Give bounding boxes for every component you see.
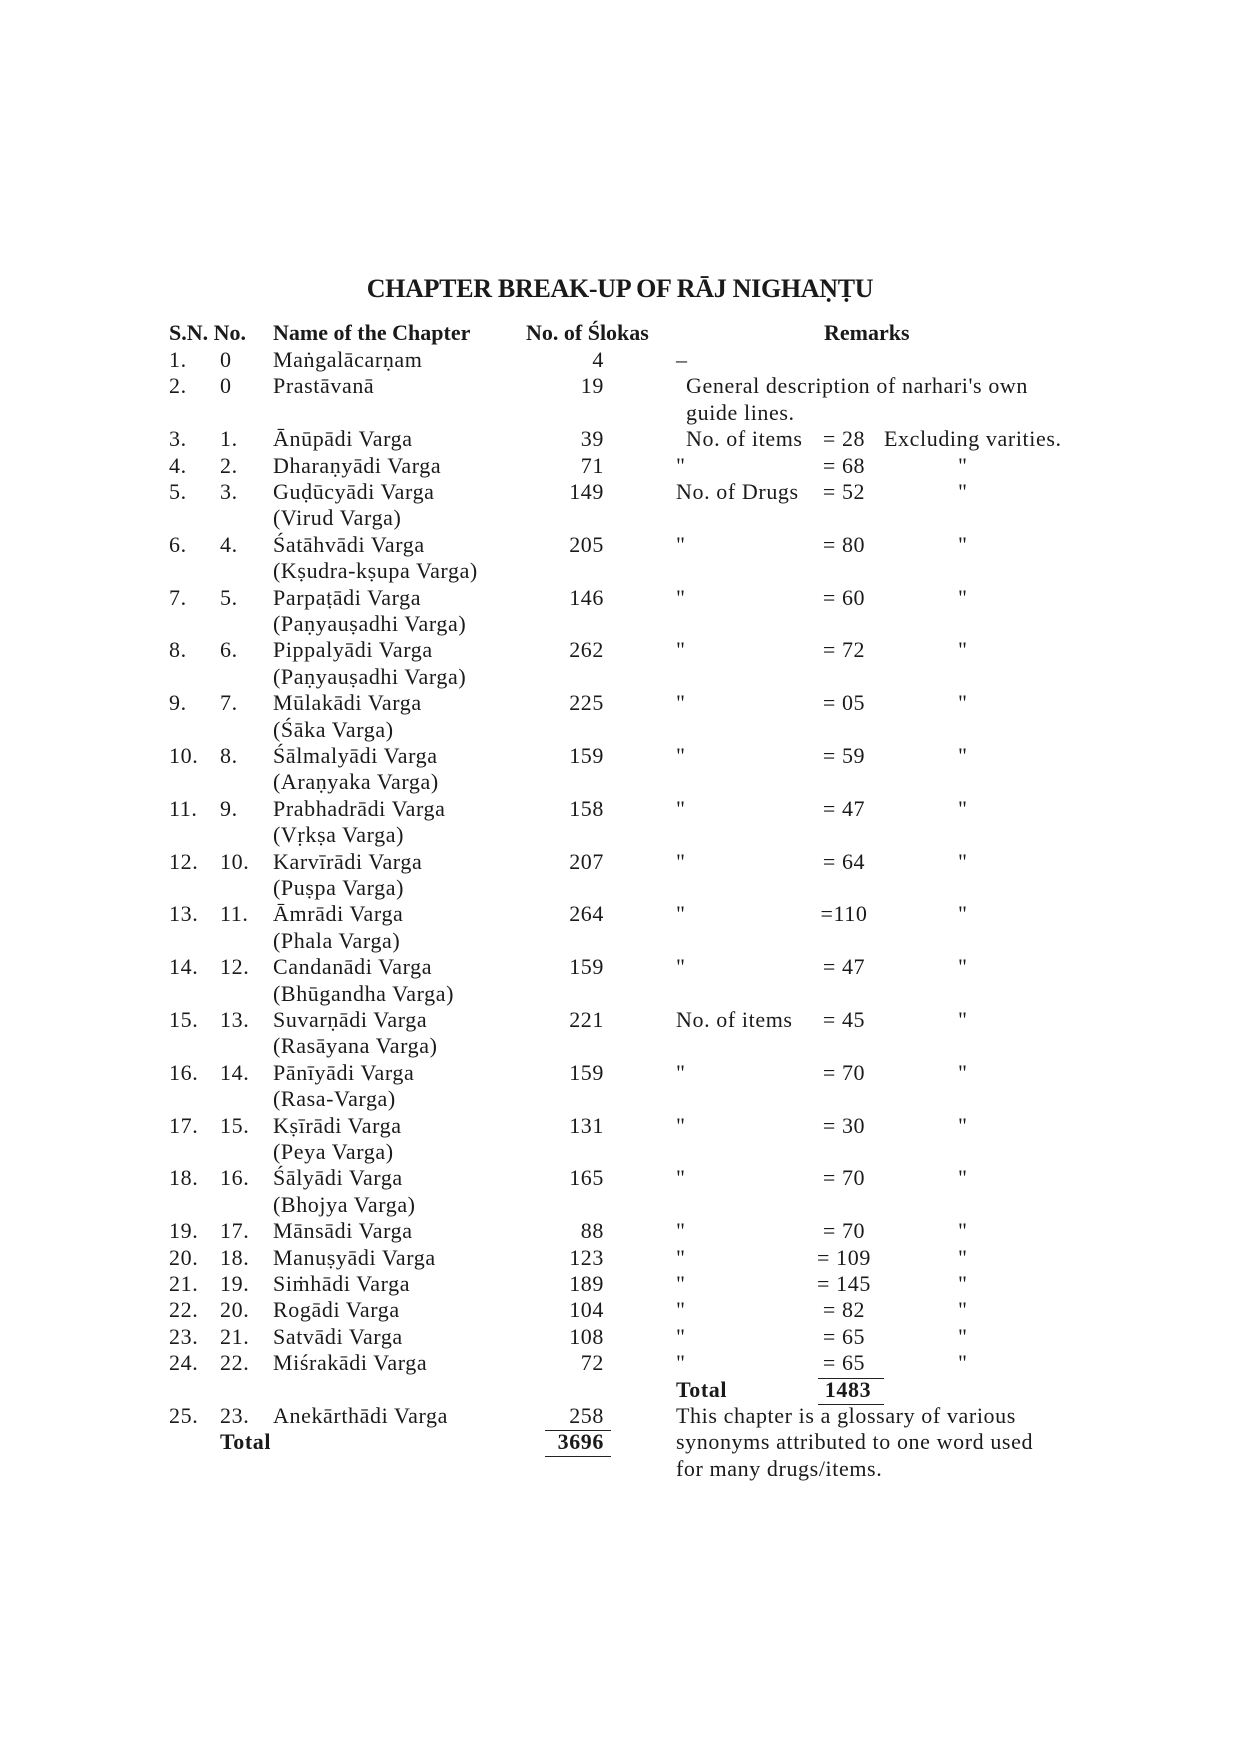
- remark-label: ": [676, 848, 686, 874]
- glossary-note-line: for many drugs/items.: [676, 1455, 883, 1481]
- remark-note: ": [958, 901, 968, 927]
- table-row: [0, 954, 1240, 1006]
- sloka-count: 189: [569, 1271, 604, 1296]
- chapter-number: 13.: [220, 1007, 250, 1032]
- remark-note: ": [958, 690, 968, 716]
- sloka-count: 108: [569, 1323, 604, 1349]
- chapter-number: 18.: [220, 1244, 250, 1270]
- sloka-count: 4: [592, 347, 604, 372]
- sloka-count: 165: [569, 1165, 604, 1191]
- chapter-number: 0: [220, 373, 232, 399]
- table-row: [0, 584, 1240, 636]
- serial-number: 20.: [169, 1244, 199, 1270]
- serial-number: 22.: [169, 1297, 199, 1323]
- remark-label: General description of narhari's own: [686, 373, 1029, 399]
- table-row: [0, 848, 1240, 900]
- chapter-alt-name: (Paṇyauṣadhi Varga): [273, 663, 467, 689]
- glossary-note-line: synonyms attributed to one word used: [676, 1429, 1034, 1455]
- chapter-name: Maṅgalācarṇam: [273, 347, 423, 372]
- remark-label: ": [676, 901, 686, 927]
- chapter-number: 3.: [220, 479, 238, 504]
- remark-note: ": [958, 637, 968, 663]
- sloka-count: 131: [569, 1112, 604, 1138]
- chapter-number: 4.: [220, 531, 238, 557]
- remark-note: ": [958, 795, 968, 821]
- remark-note: ": [958, 1059, 968, 1085]
- remark-note: ": [958, 584, 968, 610]
- chapter-number: 10.: [220, 848, 250, 874]
- chapter-alt-name: (Phala Varga): [273, 927, 401, 953]
- table-row: [0, 479, 1240, 531]
- grand-total-rule-top: [545, 1430, 611, 1431]
- chapter-name: Śālyādi Varga: [273, 1165, 403, 1191]
- remark-value: = 65: [822, 1323, 866, 1349]
- chapter-alt-name: (Paṇyauṣadhi Varga): [273, 610, 467, 636]
- remark-note: ": [958, 1112, 968, 1138]
- remark-value: = 70: [822, 1218, 866, 1244]
- chapter-name: Siṁhādi Varga: [273, 1271, 411, 1296]
- remark-note: ": [958, 452, 968, 478]
- remark-value: = 72: [822, 637, 866, 663]
- remark-note: ": [958, 1218, 968, 1244]
- chapter-name: Prastāvanā: [273, 373, 375, 399]
- remark-note: ": [958, 743, 968, 768]
- chapter-alt-name: (Śāka Varga): [273, 716, 394, 742]
- chapter-number: 2.: [220, 452, 238, 478]
- remark-label: ": [676, 795, 686, 821]
- remark-value: = 05: [822, 690, 866, 716]
- remark-value: = 52: [822, 479, 866, 504]
- serial-number: 18.: [169, 1165, 199, 1191]
- remark-value: = 65: [822, 1350, 866, 1376]
- chapter-name: Mūlakādi Varga: [273, 690, 422, 716]
- chapter-number: 19.: [220, 1271, 250, 1296]
- remark-label: ": [676, 1244, 686, 1270]
- table-row: [0, 531, 1240, 584]
- chapter-number: 9.: [220, 795, 238, 821]
- sloka-count: 158: [569, 795, 604, 821]
- remark-label: ": [676, 584, 686, 610]
- remark-value: =110: [820, 901, 868, 927]
- serial-number: 1.: [169, 347, 187, 372]
- table-row: [0, 690, 1240, 742]
- remark-value: = 30: [822, 1112, 866, 1138]
- grand-total-rule-bottom: [545, 1456, 611, 1457]
- page-title: CHAPTER BREAK-UP OF RĀJ NIGHAṆṬU: [366, 274, 874, 303]
- remark-note: ": [958, 1244, 968, 1270]
- table-row: [0, 1059, 1240, 1112]
- chapter-number: 22.: [220, 1350, 250, 1376]
- grand-total-row: [0, 1429, 1240, 1455]
- remark-note: ": [958, 1297, 968, 1323]
- remark-label: ": [676, 1218, 686, 1244]
- remark-value: = 60: [822, 584, 866, 610]
- table-row: [0, 1271, 1240, 1297]
- table-row: [0, 373, 1240, 425]
- remark-label: ": [676, 690, 686, 716]
- serial-number: 7.: [169, 584, 187, 610]
- table-row: [0, 426, 1240, 452]
- remark-value: = 59: [822, 743, 866, 768]
- remark-value: = 109: [817, 1244, 871, 1270]
- header-chapter-name: Name of the Chapter: [273, 320, 471, 345]
- remark-note: Excluding varities.: [884, 426, 1062, 452]
- sloka-count: 104: [569, 1297, 604, 1323]
- chapter-number: 14.: [220, 1059, 250, 1085]
- chapter-alt-name: (Kṣudra-kṣupa Varga): [273, 558, 478, 584]
- table-row: [0, 1350, 1240, 1376]
- sloka-count: 149: [569, 479, 604, 504]
- chapter-number: 20.: [220, 1297, 250, 1323]
- chapter-alt-name: (Bhūgandha Varga): [273, 980, 455, 1006]
- table-row: [0, 1165, 1240, 1217]
- remark-label: ": [676, 1350, 686, 1376]
- chapter-number: 23.: [220, 1403, 250, 1428]
- remark-label: No. of items: [686, 426, 803, 452]
- sloka-count: 258: [569, 1403, 604, 1428]
- remark-value: = 145: [817, 1271, 871, 1296]
- remark-note: ": [958, 479, 968, 504]
- serial-number: 23.: [169, 1323, 199, 1349]
- table-row: [0, 1112, 1240, 1164]
- sloka-count: 159: [569, 954, 604, 980]
- header-sn-no: S.N. No.: [169, 320, 247, 345]
- sloka-count: 159: [569, 743, 604, 768]
- remark-label: No. of items: [676, 1007, 793, 1032]
- chapter-name: Rogādi Varga: [273, 1297, 400, 1323]
- remark-label: ": [676, 954, 686, 980]
- sloka-count: 262: [569, 637, 604, 663]
- remark-note: ": [958, 1350, 968, 1376]
- chapter-name: Pippalyādi Varga: [273, 637, 433, 663]
- remark-note: ": [958, 531, 968, 557]
- chapter-alt-name: (Virud Varga): [273, 505, 402, 531]
- remark-label: –: [676, 347, 688, 372]
- remark-value: = 45: [822, 1007, 866, 1032]
- remarks-total-value: 1483: [824, 1376, 872, 1402]
- chapter-alt-name: (Araṇyaka Varga): [273, 769, 439, 795]
- chapter-name: Candanādi Varga: [273, 954, 433, 980]
- chapter-name: Kṣīrādi Varga: [273, 1112, 402, 1138]
- table-row: [0, 1297, 1240, 1323]
- sloka-count: 88: [580, 1218, 604, 1244]
- remark-note: ": [958, 1323, 968, 1349]
- remark-label: ": [676, 637, 686, 663]
- serial-number: 24.: [169, 1350, 199, 1376]
- table-row: [0, 795, 1240, 848]
- chapter-number: 16.: [220, 1165, 250, 1191]
- sloka-count: 264: [569, 901, 604, 927]
- remark-value: = 47: [822, 795, 866, 821]
- sloka-count: 205: [569, 531, 604, 557]
- serial-number: 13.: [169, 901, 199, 927]
- table-row: [0, 901, 1240, 953]
- sloka-count: 146: [569, 584, 604, 610]
- remarks-total-row: [0, 1377, 1240, 1403]
- remark-label: No. of Drugs: [676, 479, 799, 504]
- chapter-name: Suvarṇādi Varga: [273, 1007, 428, 1032]
- sloka-count: 71: [580, 452, 604, 478]
- table-row: [0, 1007, 1240, 1059]
- remark-value: = 70: [822, 1059, 866, 1085]
- chapter-alt-name: (Bhojya Varga): [273, 1191, 416, 1217]
- chapter-alt-name: (Peya Varga): [273, 1138, 394, 1164]
- chapter-number: 7.: [220, 690, 238, 716]
- header-slokas: No. of Ślokas: [526, 320, 649, 345]
- chapter-alt-name: (Rasa-Varga): [273, 1086, 396, 1112]
- remark-value: = 28: [822, 426, 866, 452]
- chapter-number: 15.: [220, 1112, 250, 1138]
- remark-label: ": [676, 1112, 686, 1138]
- chapter-number: 1.: [220, 426, 238, 452]
- sloka-count: 221: [569, 1007, 604, 1032]
- remark-note: ": [958, 954, 968, 980]
- remarks-total-rule-top: [818, 1378, 884, 1379]
- chapter-name: Āmrādi Varga: [273, 901, 404, 927]
- remark-label: ": [676, 743, 686, 768]
- remark-label: ": [676, 1165, 686, 1191]
- remark-label: ": [676, 531, 686, 557]
- serial-number: 17.: [169, 1112, 199, 1138]
- grand-total-value: 3696: [557, 1429, 604, 1455]
- remark-label: ": [676, 1297, 686, 1323]
- chapter-number: 11.: [220, 901, 249, 927]
- chapter-name: Manuṣyādi Varga: [273, 1244, 436, 1270]
- remark-label: ": [676, 1323, 686, 1349]
- chapter-name: Karvīrādi Varga: [273, 848, 423, 874]
- chapter-name: Anekārthādi Varga: [273, 1403, 448, 1428]
- sloka-count: 19: [580, 373, 604, 399]
- remark-value: = 82: [822, 1297, 866, 1323]
- sloka-count: 72: [580, 1350, 604, 1376]
- table-row: [0, 1403, 1240, 1429]
- remarks-total-rule-bottom: [818, 1404, 884, 1405]
- chapter-name: Prabhadrādi Varga: [273, 795, 446, 821]
- remark-label: ": [676, 1271, 686, 1296]
- sloka-count: 159: [569, 1059, 604, 1085]
- serial-number: 25.: [169, 1403, 199, 1428]
- serial-number: 5.: [169, 479, 187, 504]
- remark-value: = 47: [822, 954, 866, 980]
- grand-total-label: Total: [220, 1429, 272, 1455]
- glossary-note-line: This chapter is a glossary of various: [676, 1403, 1016, 1428]
- sloka-count: 39: [580, 426, 604, 452]
- table-row: [0, 1245, 1240, 1271]
- serial-number: 9.: [169, 690, 187, 716]
- chapter-alt-name: (Vṛkṣa Varga): [273, 822, 405, 848]
- chapter-name: Parpaṭādi Varga: [273, 584, 422, 610]
- serial-number: 6.: [169, 531, 187, 557]
- remark-note: ": [958, 1165, 968, 1191]
- serial-number: 10.: [169, 743, 199, 768]
- table-row: [0, 453, 1240, 479]
- remark-label: ": [676, 452, 686, 478]
- sloka-count: 225: [569, 690, 604, 716]
- chapter-name: Pānīyādi Varga: [273, 1059, 415, 1085]
- serial-number: 12.: [169, 848, 199, 874]
- serial-number: 2.: [169, 373, 187, 399]
- chapter-number: 8.: [220, 743, 238, 768]
- chapter-name: Miśrakādi Varga: [273, 1350, 428, 1376]
- serial-number: 21.: [169, 1271, 199, 1296]
- remarks-total-label: Total: [676, 1376, 728, 1402]
- serial-number: 11.: [169, 795, 198, 821]
- chapter-name: Satvādi Varga: [273, 1323, 403, 1349]
- table-row: [0, 347, 1240, 373]
- serial-number: 15.: [169, 1007, 199, 1032]
- remark-continuation: guide lines.: [686, 399, 795, 425]
- chapter-alt-name: (Rasāyana Varga): [273, 1033, 438, 1059]
- sloka-count: 123: [569, 1244, 604, 1270]
- remark-note: ": [958, 1271, 968, 1296]
- chapter-number: 12.: [220, 954, 250, 980]
- chapter-name: Dharaṇyādi Varga: [273, 452, 442, 478]
- chapter-alt-name: (Puṣpa Varga): [273, 874, 405, 900]
- remark-note: ": [958, 848, 968, 874]
- chapter-number: 0: [220, 347, 232, 372]
- chapter-number: 21.: [220, 1323, 250, 1349]
- serial-number: 16.: [169, 1059, 199, 1085]
- remark-value: = 68: [822, 452, 866, 478]
- chapter-number: 17.: [220, 1218, 250, 1244]
- serial-number: 4.: [169, 452, 187, 478]
- remark-label: ": [676, 1059, 686, 1085]
- remark-value: = 64: [822, 848, 866, 874]
- chapter-name: Śālmalyādi Varga: [273, 743, 438, 768]
- chapter-name: Guḍūcyādi Varga: [273, 479, 435, 504]
- serial-number: 8.: [169, 637, 187, 663]
- table-row: [0, 743, 1240, 795]
- header-remarks: Remarks: [824, 320, 910, 345]
- chapter-name: Ānūpādi Varga: [273, 426, 413, 452]
- chapter-number: 6.: [220, 637, 238, 663]
- serial-number: 14.: [169, 954, 199, 980]
- remark-value: = 80: [822, 531, 866, 557]
- serial-number: 19.: [169, 1218, 199, 1244]
- table-row: [0, 637, 1240, 689]
- sloka-count: 207: [569, 848, 604, 874]
- table-row: [0, 1324, 1240, 1350]
- table-row: [0, 1218, 1240, 1244]
- chapter-name: Mānsādi Varga: [273, 1218, 413, 1244]
- remark-value: = 70: [822, 1165, 866, 1191]
- serial-number: 3.: [169, 426, 187, 452]
- chapter-number: 5.: [220, 584, 238, 610]
- remark-note: ": [958, 1007, 968, 1032]
- chapter-name: Śatāhvādi Varga: [273, 531, 425, 557]
